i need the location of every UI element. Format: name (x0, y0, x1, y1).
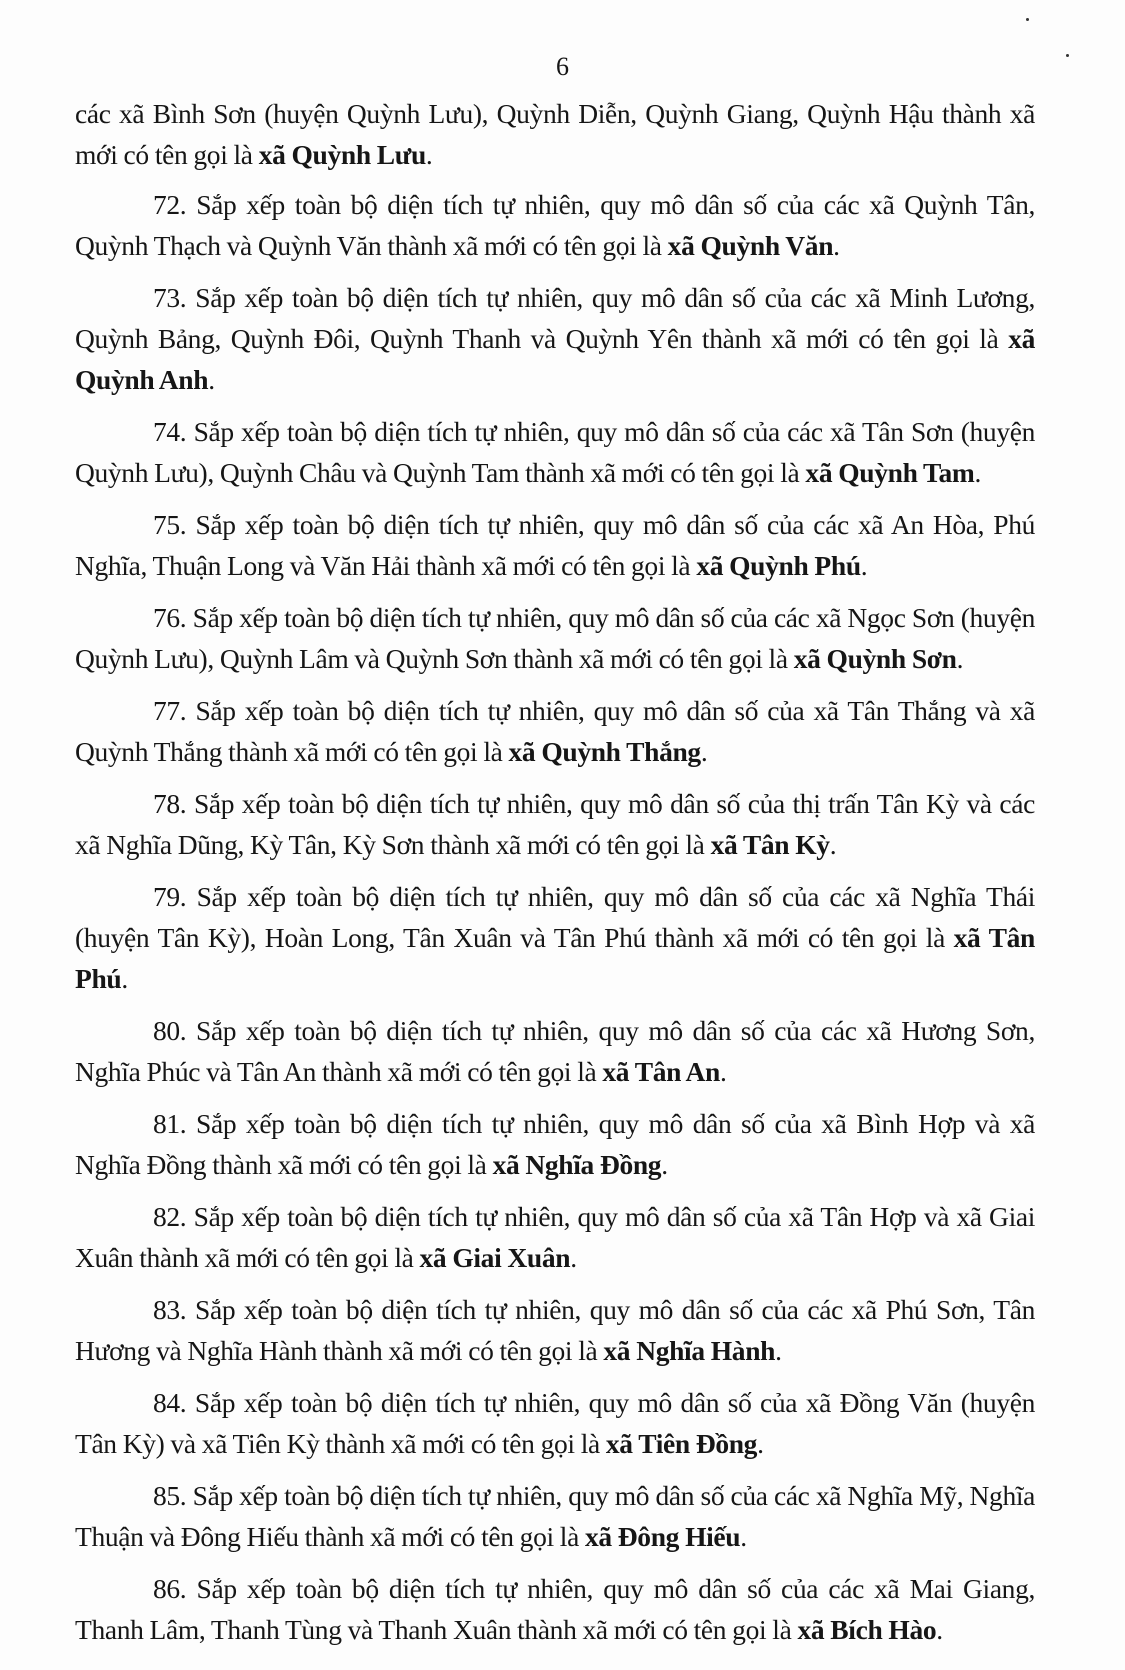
scan-speck (1026, 18, 1029, 21)
article-item-76 (75, 597, 1035, 679)
paragraph-text: Sắp xếp toàn bộ diện tích tự nhiên, quy mô dân số của các xã Hương Sơn, Nghĩa Phúc và Tân An thành xã mới có tên gọi là (75, 1015, 1035, 1087)
article-item-78 (75, 783, 1035, 865)
item-number: 77. (153, 695, 196, 726)
item-number: 80. (153, 1015, 196, 1046)
paragraph-text: Sắp xếp toàn bộ diện tích tự nhiên, quy mô dân số của xã Bình Hợp và xã Nghĩa Đồng thành xã mới có tên gọi là (75, 1108, 1036, 1180)
paragraph-end: . (757, 1428, 764, 1459)
article-item-77 (75, 690, 1035, 772)
paragraph-text: Sắp xếp toàn bộ diện tích tự nhiên, quy mô dân số của các xã Quỳnh Tân, Quỳnh Thạch và Quỳnh Văn thành xã mới có tên gọi là (75, 189, 1036, 261)
new-commune-name: xã Quỳnh Tam (805, 457, 975, 488)
new-commune-name: xã Giai Xuân (419, 1242, 571, 1273)
paragraph-text: Sắp xếp toàn bộ diện tích tự nhiên, quy mô dân số của các xã Nghĩa Mỹ, Nghĩa Thuận và Đông Hiếu thành xã mới có tên gọi là (75, 1480, 1035, 1552)
item-number: 82. (153, 1201, 194, 1232)
paragraph-end: . (425, 139, 433, 170)
paragraph-end: . (661, 1149, 668, 1180)
new-commune-name: xã Tiên Đồng (605, 1428, 758, 1459)
article-item-84 (75, 1382, 1035, 1464)
new-commune-name: xã Quỳnh Thắng (508, 736, 701, 767)
article-item-75 (75, 504, 1035, 586)
new-commune-name: xã Nghĩa Đồng (492, 1149, 662, 1180)
paragraph-end: . (720, 1056, 727, 1087)
paragraph-text: các xã Bình Sơn (huyện Quỳnh Lưu), Quỳnh Diễn, Quỳnh Giang, Quỳnh Hậu thành xã mới có tên gọi là (75, 98, 1035, 170)
new-commune-name: xã Tân Phú (75, 922, 1035, 994)
paragraph-end: . (833, 230, 840, 261)
article-item-72 (75, 184, 1035, 266)
paragraph-end: . (936, 1614, 943, 1645)
new-commune-name: xã Quỳnh Phú (696, 550, 861, 581)
item-number: 83. (153, 1294, 196, 1325)
item-number: 85. (153, 1480, 193, 1511)
paragraph-text: Sắp xếp toàn bộ diện tích tự nhiên, quy mô dân số của các xã Mai Giang, Thanh Lâm, Thanh Tùng và Thanh Xuân thành xã mới có tên gọi là (75, 1573, 1035, 1645)
item-number: 81. (153, 1108, 197, 1139)
paragraph-end: . (974, 457, 982, 488)
paragraph-end: . (208, 364, 215, 395)
paragraph-text: Sắp xếp toàn bộ diện tích tự nhiên, quy mô dân số của các xã Phú Sơn, Tân Hương và Nghĩa Hành thành xã mới có tên gọi là (75, 1294, 1035, 1366)
paragraph-end: . (829, 829, 837, 860)
page-number: 6 (556, 52, 569, 81)
article-item-79 (75, 876, 1035, 999)
paragraph-continuation (75, 93, 1035, 175)
article-item-85 (75, 1475, 1035, 1557)
paragraph-text: Sắp xếp toàn bộ diện tích tự nhiên, quy mô dân số của thị trấn Tân Kỳ và các xã Nghĩa Dũng, Kỳ Tân, Kỳ Sơn thành xã mới có tên gọi là (75, 788, 1035, 860)
item-number: 75. (153, 509, 196, 540)
paragraph-text: Sắp xếp toàn bộ diện tích tự nhiên, quy mô dân số của xã Tân Thắng và xã Quỳnh Thắng thành xã mới có tên gọi là (75, 695, 1035, 767)
article-item-83 (75, 1289, 1035, 1371)
new-commune-name: xã Bích Hào (797, 1614, 937, 1645)
article-item-82 (75, 1196, 1035, 1278)
paragraph-end: . (121, 963, 128, 994)
paragraph-text: Sắp xếp toàn bộ diện tích tự nhiên, quy mô dân số của các xã An Hòa, Phú Nghĩa, Thuận Long và Văn Hải thành xã mới có tên gọi là (75, 509, 1035, 581)
paragraph-end: . (700, 736, 708, 767)
new-commune-name: xã Tân Kỳ (710, 829, 830, 860)
article-item-73 (75, 277, 1035, 400)
item-number: 79. (153, 881, 197, 912)
item-number: 74. (153, 416, 194, 447)
new-commune-name: xã Quỳnh Anh (75, 323, 1035, 395)
paragraph-end: . (860, 550, 868, 581)
paragraph-end: . (956, 643, 964, 674)
paragraph-text: Sắp xếp toàn bộ diện tích tự nhiên, quy mô dân số của các xã Ngọc Sơn (huyện Quỳnh Lưu), Quỳnh Lâm và Quỳnh Sơn thành xã mới có tên gọi là (75, 602, 1035, 674)
paragraph-text: Sắp xếp toàn bộ diện tích tự nhiên, quy mô dân số của các xã Tân Sơn (huyện Quỳnh Lưu), Quỳnh Châu và Quỳnh Tam thành xã mới có tên gọi là (75, 416, 1035, 488)
paragraph-end: . (570, 1242, 577, 1273)
paragraph-end: . (740, 1521, 747, 1552)
new-commune-name: xã Tân An (602, 1056, 721, 1087)
item-number: 76. (153, 602, 193, 633)
article-item-81 (75, 1103, 1035, 1185)
paragraph-text: Sắp xếp toàn bộ diện tích tự nhiên, quy mô dân số của các xã Nghĩa Thái (huyện Tân Kỳ), Hoàn Long, Tân Xuân và Tân Phú thành xã mới có tên gọi là (75, 881, 1035, 953)
paragraph-end: . (775, 1335, 782, 1366)
paragraph-text: Sắp xếp toàn bộ diện tích tự nhiên, quy mô dân số của xã Đồng Văn (huyện Tân Kỳ) và xã Tiên Kỳ thành xã mới có tên gọi là (75, 1387, 1035, 1459)
paragraph-text: Sắp xếp toàn bộ diện tích tự nhiên, quy mô dân số của xã Tân Hợp và xã Giai Xuân thành xã mới có tên gọi là (75, 1201, 1036, 1273)
item-number: 73. (153, 282, 196, 313)
item-number: 84. (153, 1387, 195, 1418)
new-commune-name: xã Quỳnh Lưu (258, 139, 426, 170)
document-body (75, 93, 1035, 1661)
paragraph-text: Sắp xếp toàn bộ diện tích tự nhiên, quy mô dân số của các xã Minh Lương, Quỳnh Bảng, Quỳnh Đôi, Quỳnh Thanh và Quỳnh Yên thành xã mới có tên gọi là (75, 282, 1035, 354)
article-item-74 (75, 411, 1035, 493)
new-commune-name: xã Quỳnh Văn (667, 230, 834, 261)
item-number: 72. (153, 189, 197, 220)
article-item-80 (75, 1010, 1035, 1092)
new-commune-name: xã Quỳnh Sơn (793, 643, 957, 674)
item-number: 78. (153, 788, 194, 819)
new-commune-name: xã Nghĩa Hành (603, 1335, 776, 1366)
article-item-86 (75, 1568, 1035, 1650)
new-commune-name: xã Đông Hiếu (584, 1521, 741, 1552)
item-number: 86. (153, 1573, 197, 1604)
